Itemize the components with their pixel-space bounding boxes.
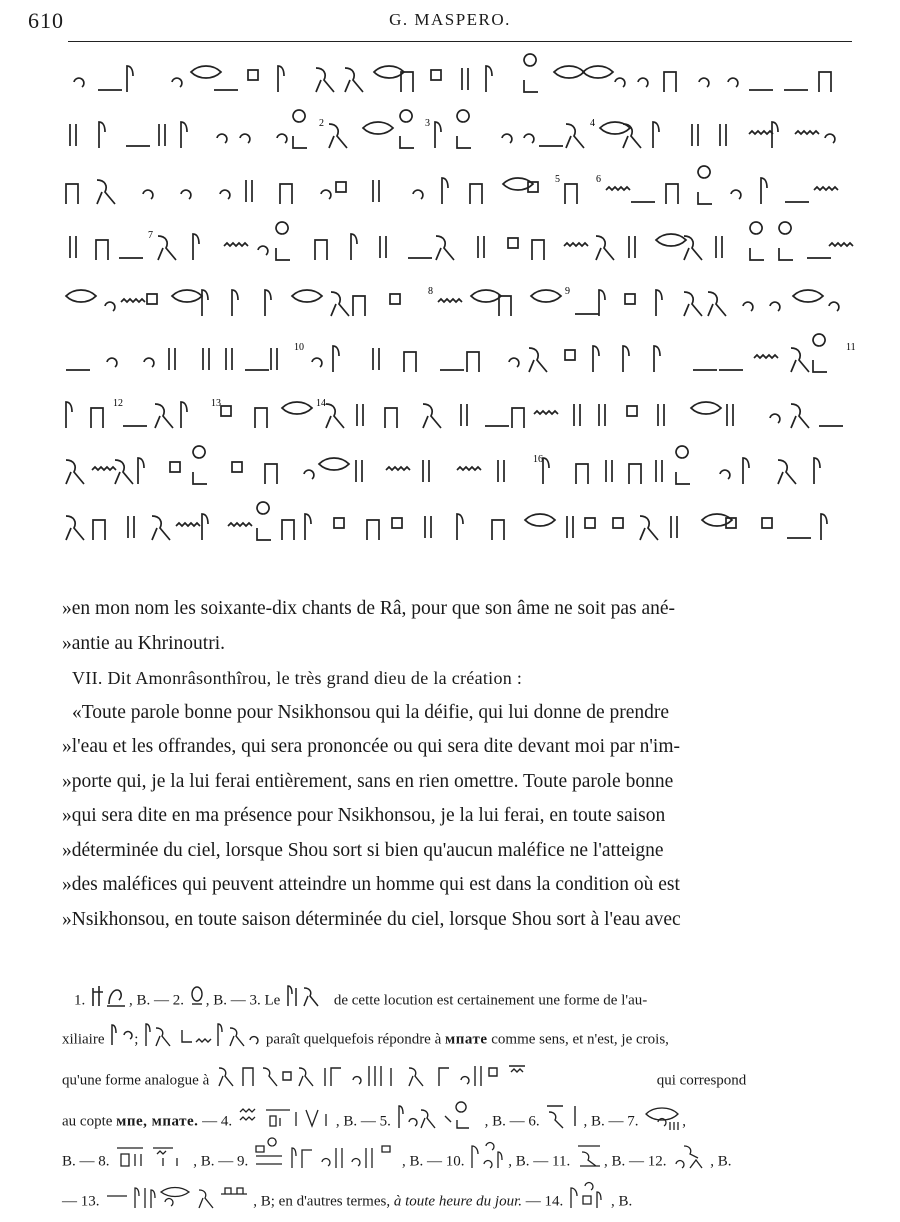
hieroglyph-glyph bbox=[585, 518, 595, 528]
hieroglyph-glyph bbox=[731, 190, 741, 199]
hieroglyph-glyph bbox=[438, 299, 462, 302]
footnote-text: , B. — 2. bbox=[129, 992, 185, 1009]
hieroglyph-glyph bbox=[599, 404, 605, 426]
hieroglyph-glyph bbox=[508, 238, 518, 248]
footnote-line bbox=[62, 1142, 852, 1182]
hieroglyph-glyph bbox=[423, 460, 429, 482]
hieroglyph-glyph bbox=[193, 446, 207, 484]
hieroglyph-icon bbox=[213, 1060, 653, 1102]
hieroglyph-glyph bbox=[554, 66, 584, 78]
footnote-text: — 14. bbox=[525, 1193, 564, 1210]
hieroglyph-glyph bbox=[814, 187, 838, 190]
hieroglyph-glyph bbox=[627, 406, 637, 416]
hieroglyph-glyph bbox=[357, 404, 363, 426]
hieroglyph-glyph bbox=[121, 299, 145, 302]
hieroglyph-glyph bbox=[574, 404, 580, 426]
hieroglyph-glyph bbox=[97, 180, 115, 204]
hieroglyph-glyph bbox=[336, 182, 346, 192]
hieroglyph-icon bbox=[567, 1182, 611, 1222]
coptic-word: мпате bbox=[445, 1031, 488, 1048]
paragraph-line: «Toute parole bonne pour Nsikhonsou qui la déifie, qui lui donne de prendre bbox=[72, 701, 670, 723]
hieroglyph-glyph bbox=[664, 72, 676, 92]
hieroglyph-icon bbox=[395, 1102, 485, 1142]
hieroglyph-glyph bbox=[258, 246, 268, 255]
hieroglyph-glyph bbox=[525, 514, 555, 526]
hieroglyph-glyph bbox=[567, 516, 573, 538]
hieroglyph-glyph bbox=[224, 243, 248, 246]
hieroglyph-glyph bbox=[202, 514, 208, 540]
hieroglyph-glyph bbox=[91, 408, 103, 428]
hieroglyph-glyph bbox=[793, 290, 823, 302]
hieroglyph-glyph bbox=[606, 460, 612, 482]
footnote-text: qui correspond bbox=[656, 1072, 747, 1089]
hieroglyphic-text bbox=[62, 60, 856, 574]
section-heading: VII. Dit Amonrâsonthîrou, le très grand dieu de la création : bbox=[72, 668, 523, 688]
hieroglyph-glyph bbox=[656, 234, 686, 246]
hieroglyph-glyph bbox=[315, 240, 327, 260]
hieroglyph-glyph bbox=[728, 78, 738, 87]
hieroglyph-glyph bbox=[66, 184, 78, 204]
hieroglyph-glyph bbox=[319, 458, 349, 470]
hieroglyph-glyph bbox=[509, 358, 519, 367]
hieroglyph-glyph bbox=[720, 470, 730, 479]
hieroglyph-glyph bbox=[716, 236, 722, 258]
hieroglyph-glyph bbox=[658, 404, 664, 426]
line-marker: 16 bbox=[533, 454, 543, 465]
hieroglyph-glyph bbox=[671, 516, 677, 538]
footnote-text: qu'une forme analogue à bbox=[62, 1072, 210, 1089]
hieroglyph-glyph bbox=[684, 292, 702, 316]
footnote-number: 1. bbox=[74, 992, 86, 1009]
running-head: G. MASPERO. bbox=[389, 10, 511, 29]
hieroglyph-glyph bbox=[435, 122, 441, 148]
hieroglyph-glyph bbox=[486, 66, 492, 92]
hieroglyph-glyph bbox=[754, 355, 778, 358]
hieroglyph-glyph bbox=[115, 460, 133, 484]
hieroglyph-glyph bbox=[691, 402, 721, 414]
hieroglyph-glyph bbox=[255, 408, 267, 428]
hieroglyph-glyph bbox=[442, 178, 448, 204]
hieroglyph-glyph bbox=[172, 78, 182, 87]
hieroglyph-glyph bbox=[720, 124, 726, 146]
hieroglyph-glyph bbox=[708, 292, 726, 316]
footnote-text: au copte bbox=[62, 1113, 113, 1130]
hieroglyph-glyph bbox=[304, 470, 314, 479]
hieroglyph-glyph bbox=[467, 352, 479, 372]
hieroglyph-glyph bbox=[829, 243, 853, 246]
hieroglyph-glyph bbox=[191, 66, 221, 78]
hieroglyph-glyph bbox=[565, 184, 577, 204]
hieroglyph-glyph bbox=[638, 78, 648, 87]
hieroglyph-glyph bbox=[583, 66, 613, 78]
footnote-text: , B. — 11. bbox=[508, 1153, 571, 1170]
hieroglyph-glyph bbox=[565, 350, 575, 360]
hieroglyph-glyph bbox=[615, 78, 625, 87]
hieroglyph-glyph bbox=[280, 184, 292, 204]
hieroglyph-glyph bbox=[228, 523, 252, 526]
hieroglyph-glyph bbox=[385, 408, 397, 428]
footnote-line bbox=[62, 1060, 852, 1102]
hieroglyph-glyph bbox=[478, 236, 484, 258]
hieroglyph-glyph bbox=[99, 122, 105, 148]
line-marker: 6 bbox=[596, 174, 601, 185]
hieroglyph-glyph bbox=[93, 520, 105, 540]
hieroglyph-glyph bbox=[240, 134, 250, 143]
hieroglyph-glyph bbox=[276, 222, 290, 260]
hieroglyph-glyph bbox=[423, 404, 441, 428]
hieroglyph-glyph bbox=[698, 166, 712, 204]
hieroglyph-glyph bbox=[692, 124, 698, 146]
hieroglyph-icon bbox=[543, 1102, 583, 1142]
hieroglyph-glyph bbox=[193, 234, 199, 260]
paragraph-line: »déterminée du ciel, lorsque Shou sort si bien qu'aucun maléfice ne l'atteigne bbox=[62, 839, 664, 861]
hieroglyph-glyph bbox=[176, 523, 200, 526]
hieroglyph-glyph bbox=[401, 72, 413, 92]
hieroglyph-glyph bbox=[386, 467, 410, 470]
hieroglyph-glyph bbox=[152, 516, 170, 540]
line-marker: 2 bbox=[319, 118, 324, 129]
hieroglyph-glyph bbox=[543, 458, 549, 484]
footnote-text: , B. bbox=[611, 1193, 633, 1210]
footnote-text: comme sens, et n'est, je crois, bbox=[491, 1031, 669, 1048]
hieroglyph-glyph bbox=[404, 352, 416, 372]
hieroglyph-glyph bbox=[66, 516, 84, 540]
hieroglyph-glyph bbox=[70, 236, 76, 258]
footnote-text: , B; en d'autres termes, bbox=[253, 1193, 391, 1210]
hieroglyph-glyph bbox=[492, 520, 504, 540]
hieroglyph-glyph bbox=[257, 502, 271, 540]
hieroglyph-glyph bbox=[220, 190, 230, 199]
hieroglyph-glyph bbox=[593, 346, 599, 372]
hieroglyph-glyph bbox=[829, 302, 839, 311]
footnote-text: , B. — 7. bbox=[583, 1113, 639, 1130]
hieroglyph-glyph bbox=[743, 458, 749, 484]
hieroglyph-glyph bbox=[232, 462, 242, 472]
hieroglyph-glyph bbox=[702, 514, 732, 526]
footnote-text: , B. — 6. bbox=[484, 1113, 540, 1130]
hieroglyph-glyph bbox=[96, 240, 108, 260]
hieroglyph-glyph bbox=[367, 520, 379, 540]
footnote-text: B. — 8. bbox=[62, 1153, 110, 1170]
hieroglyph-glyph bbox=[727, 404, 733, 426]
hieroglyph-glyph bbox=[305, 514, 311, 540]
hieroglyph-glyph bbox=[470, 184, 482, 204]
hieroglyph-glyph bbox=[813, 334, 827, 372]
hieroglyph-glyph bbox=[265, 290, 271, 316]
hieroglyph-glyph bbox=[232, 290, 238, 316]
hieroglyph-glyph bbox=[791, 404, 809, 428]
hieroglyph-glyph bbox=[676, 446, 690, 484]
hieroglyph-glyph bbox=[265, 464, 277, 484]
scarab-icon bbox=[188, 982, 206, 1020]
line-marker: 7 bbox=[148, 230, 153, 241]
hieroglyph-glyph bbox=[666, 184, 678, 204]
hieroglyph-glyph bbox=[529, 348, 547, 372]
hieroglyph-glyph bbox=[356, 460, 362, 482]
hieroglyph-lines-image bbox=[62, 60, 856, 570]
hieroglyph-glyph bbox=[498, 460, 504, 482]
footnote-text: , B. — 5. bbox=[335, 1113, 391, 1130]
hieroglyph-glyph bbox=[351, 234, 357, 260]
hieroglyph-glyph bbox=[653, 122, 659, 148]
hieroglyph-icon bbox=[670, 1142, 710, 1182]
hieroglyph-glyph bbox=[457, 467, 481, 470]
line-marker: 14 bbox=[316, 398, 326, 409]
hieroglyph-glyph bbox=[333, 346, 339, 372]
hieroglyph-glyph bbox=[699, 78, 709, 87]
hieroglyph-glyph bbox=[374, 66, 404, 78]
hieroglyph-glyph bbox=[128, 516, 134, 538]
footnote-text: de cette locution est certainement une forme de l'au- bbox=[333, 992, 648, 1009]
line-marker: 9 bbox=[565, 286, 570, 297]
hieroglyph-icon bbox=[284, 982, 330, 1020]
hieroglyph-icon bbox=[468, 1142, 508, 1182]
hieroglyph-glyph bbox=[278, 66, 284, 92]
hieroglyph-glyph bbox=[158, 236, 176, 260]
coptic-word: мпе, мпате. bbox=[116, 1113, 199, 1130]
paragraph-line: »Nsikhonsou, en toute saison déterminée du ciel, lorsque Shou sort à l'eau avec bbox=[62, 908, 681, 930]
hieroglyph-icon bbox=[236, 1102, 336, 1142]
hieroglyph-glyph bbox=[471, 290, 501, 302]
hieroglyph-glyph bbox=[656, 460, 662, 482]
hieroglyph-glyph bbox=[821, 514, 827, 540]
hieroglyph-glyph bbox=[750, 222, 764, 260]
hieroglyph-glyph bbox=[181, 402, 187, 428]
hieroglyph-glyph bbox=[743, 302, 753, 311]
paragraph-line: »antie au Khrinoutri. bbox=[62, 632, 225, 654]
footnote-text: , B. — 9. bbox=[193, 1153, 249, 1170]
footnote-text: — 13. bbox=[62, 1193, 100, 1210]
hieroglyph-glyph bbox=[534, 411, 558, 414]
hieroglyph-glyph bbox=[606, 187, 630, 190]
hieroglyph-glyph bbox=[271, 348, 277, 370]
hieroglyph-glyph bbox=[170, 462, 180, 472]
hieroglyph-glyph bbox=[144, 358, 154, 367]
hieroglyph-glyph bbox=[413, 190, 423, 199]
hieroglyph-glyph bbox=[292, 290, 322, 302]
hieroglyph-glyph bbox=[326, 404, 344, 428]
hieroglyph-glyph bbox=[524, 134, 534, 143]
hieroglyph-glyph bbox=[345, 68, 363, 92]
page-header bbox=[28, 6, 860, 36]
hieroglyph-glyph bbox=[66, 290, 96, 302]
hieroglyph-glyph bbox=[778, 460, 796, 484]
hieroglyph-glyph bbox=[462, 68, 468, 90]
translation-text bbox=[62, 592, 852, 937]
hieroglyph-glyph bbox=[795, 131, 819, 134]
hieroglyph-glyph bbox=[66, 402, 72, 428]
eye-icon bbox=[642, 1102, 682, 1142]
hieroglyph-glyph bbox=[791, 348, 809, 372]
hieroglyph-glyph bbox=[373, 180, 379, 202]
line-marker: 4 bbox=[590, 118, 595, 129]
hieroglyph-glyph bbox=[599, 290, 605, 316]
footnote-text: paraît quelquefois répondre à bbox=[265, 1031, 442, 1048]
hieroglyph-glyph bbox=[380, 236, 386, 258]
hieroglyph-glyph bbox=[613, 518, 623, 528]
hieroglyph-glyph bbox=[576, 464, 588, 484]
hieroglyph-glyph bbox=[425, 516, 431, 538]
hieroglyph-glyph bbox=[363, 122, 393, 134]
footnote-line: xiliaire ; paraît quelquefois répondre à мпате comme sens, et n'est, je crois, bbox=[62, 1020, 852, 1060]
hieroglyph-glyph bbox=[74, 78, 84, 87]
hieroglyph-glyph bbox=[640, 516, 658, 540]
hieroglyph-glyph bbox=[316, 68, 334, 92]
hieroglyph-glyph bbox=[772, 122, 778, 148]
hieroglyph-glyph bbox=[499, 296, 511, 316]
hieroglyph-glyph bbox=[457, 110, 471, 148]
hieroglyph-glyph bbox=[246, 180, 252, 202]
hieroglyph-glyph bbox=[221, 406, 231, 416]
page-number: 610 bbox=[28, 8, 64, 33]
hieroglyph-icon bbox=[252, 1142, 402, 1182]
line-marker: 5 bbox=[555, 174, 560, 185]
footnote-line bbox=[62, 1182, 852, 1222]
hieroglyph-glyph bbox=[524, 54, 538, 92]
hieroglyph-icon bbox=[142, 1020, 262, 1060]
hieroglyph-glyph bbox=[159, 124, 165, 146]
hieroglyph-glyph bbox=[656, 290, 662, 316]
footnote-text: xiliaire bbox=[62, 1031, 105, 1048]
hieroglyph-icon bbox=[108, 1021, 134, 1059]
hieroglyph-glyph bbox=[147, 294, 157, 304]
hieroglyph-glyph bbox=[564, 243, 588, 246]
hieroglyph-icon bbox=[89, 982, 129, 1020]
hieroglyph-icon bbox=[103, 1182, 253, 1222]
hieroglyph-glyph bbox=[105, 302, 115, 311]
hieroglyph-glyph bbox=[629, 236, 635, 258]
hieroglyph-glyph bbox=[70, 124, 76, 146]
hieroglyph-glyph bbox=[138, 458, 144, 484]
hieroglyph-glyph bbox=[566, 124, 584, 148]
hieroglyph-glyph bbox=[181, 122, 187, 148]
footnotes bbox=[62, 982, 852, 1222]
line-marker: 8 bbox=[428, 286, 433, 297]
line-marker: 13 bbox=[211, 398, 221, 409]
hieroglyph-glyph bbox=[779, 222, 793, 260]
hieroglyph-glyph bbox=[629, 464, 641, 484]
hieroglyph-glyph bbox=[436, 236, 454, 260]
line-marker: 3 bbox=[425, 118, 430, 129]
hieroglyph-glyph bbox=[282, 520, 294, 540]
hieroglyph-glyph bbox=[181, 190, 191, 199]
hieroglyph-glyph bbox=[761, 178, 767, 204]
footnote-text: — 4. bbox=[202, 1113, 233, 1130]
hieroglyph-glyph bbox=[654, 346, 660, 372]
hieroglyph-glyph bbox=[353, 296, 365, 316]
line-marker: 11 bbox=[846, 342, 856, 353]
hieroglyph-glyph bbox=[66, 460, 84, 484]
hieroglyph-glyph bbox=[749, 131, 773, 134]
hieroglyph-glyph bbox=[623, 346, 629, 372]
paragraph-line: »porte qui, je la lui ferai entièrement, sans en rien omettre. Toute parole bonne bbox=[62, 770, 674, 792]
hieroglyph-glyph bbox=[625, 294, 635, 304]
hieroglyph-glyph bbox=[623, 124, 641, 148]
footnote-text: , B. — 12. bbox=[604, 1153, 667, 1170]
hieroglyph-glyph bbox=[431, 70, 441, 80]
footnote-line bbox=[62, 982, 852, 1020]
hieroglyph-glyph bbox=[107, 358, 117, 367]
header-rule bbox=[68, 41, 852, 42]
hieroglyph-glyph bbox=[202, 290, 208, 316]
hieroglyph-glyph bbox=[321, 190, 331, 199]
hieroglyph-glyph bbox=[143, 190, 153, 199]
hieroglyph-glyph bbox=[400, 110, 414, 148]
hieroglyph-glyph bbox=[512, 408, 524, 428]
hieroglyph-glyph bbox=[825, 134, 835, 143]
hieroglyph-glyph bbox=[277, 134, 287, 143]
hieroglyph-glyph bbox=[373, 348, 379, 370]
footnote-line: au copte мпе, мпате. — 4. , B. — 5. , B. — 6. , B. — 7. , bbox=[62, 1102, 852, 1142]
footnote-text: , B. — 3. Le bbox=[205, 992, 281, 1009]
hieroglyph-glyph bbox=[331, 292, 349, 316]
hieroglyph-glyph bbox=[531, 290, 561, 302]
hieroglyph-icon bbox=[113, 1142, 193, 1182]
hieroglyph-glyph bbox=[457, 514, 463, 540]
hieroglyph-glyph bbox=[226, 348, 232, 370]
hieroglyph-glyph bbox=[819, 72, 831, 92]
hieroglyph-glyph bbox=[282, 402, 312, 414]
footnote-text: , B. bbox=[710, 1153, 732, 1170]
hieroglyph-glyph bbox=[172, 290, 202, 302]
hieroglyph-glyph bbox=[203, 348, 209, 370]
hieroglyph-glyph bbox=[770, 414, 780, 423]
line-marker: 12 bbox=[113, 398, 123, 409]
hieroglyph-glyph bbox=[329, 124, 347, 148]
paragraph-line: »des maléfices qui peuvent atteindre un homme qui est dans la condition où est bbox=[62, 874, 680, 895]
hieroglyph-glyph bbox=[92, 467, 116, 470]
hieroglyph-glyph bbox=[155, 404, 173, 428]
paragraph-line: »en mon nom les soixante-dix chants de Râ, pour que son âme ne soit pas ané- bbox=[62, 598, 676, 619]
hieroglyph-glyph bbox=[596, 236, 614, 260]
hieroglyph-glyph bbox=[762, 518, 772, 528]
hieroglyph-glyph bbox=[770, 302, 780, 311]
hieroglyph-glyph bbox=[334, 518, 344, 528]
hieroglyph-glyph bbox=[312, 358, 322, 367]
hieroglyph-glyph bbox=[127, 66, 133, 92]
hieroglyph-glyph bbox=[217, 134, 227, 143]
paragraph-line: »qui sera dite en ma présence pour Nsikhonsou, je la lui ferai, en toute saison bbox=[62, 805, 666, 826]
paragraph-line: »l'eau et les offrandes, qui sera prononcée ou qui sera dite devant moi par n'im- bbox=[62, 736, 681, 757]
hieroglyph-glyph bbox=[502, 134, 512, 143]
hieroglyph-glyph bbox=[814, 458, 820, 484]
hieroglyph-glyph bbox=[390, 294, 400, 304]
hieroglyph-icon bbox=[574, 1142, 604, 1182]
hieroglyph-glyph bbox=[248, 70, 258, 80]
footnote-text: , B. — 10. bbox=[402, 1153, 465, 1170]
hieroglyph-glyph bbox=[293, 110, 307, 148]
hieroglyph-glyph bbox=[392, 518, 402, 528]
hieroglyph-glyph bbox=[532, 240, 544, 260]
footnote-italic: à toute heure du jour. bbox=[393, 1193, 523, 1210]
line-marker: 10 bbox=[294, 342, 304, 353]
hieroglyph-glyph bbox=[461, 404, 467, 426]
hieroglyph-glyph bbox=[169, 348, 175, 370]
